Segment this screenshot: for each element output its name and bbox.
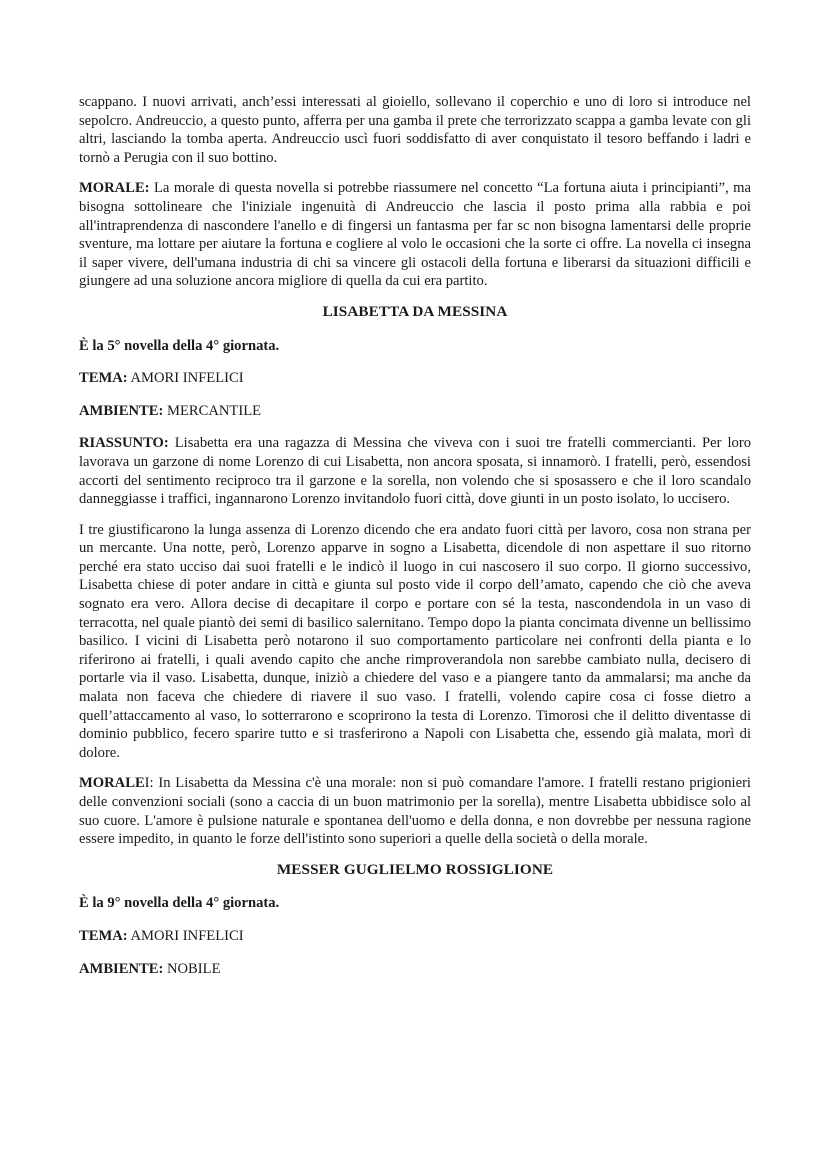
- ambiente-line-2: [79, 960, 751, 979]
- story-text: I tre giustificarono la lunga assenza di Lorenzo dicendo che era andato fuori città per lavoro, cosa non strana per un mercante. Una notte, però, Lorenzo apparve in sogno a Lisabetta, dicendole di non aspettare il suo ritorno perché era stato ucciso dai suoi fratelli e le indicò il luogo in cui nascosero il suo corpo. Il giorno successivo, Lisabetta chiese di poter andare in città e giunta sul posto vide il corpo dell’amato, capendo che ciò che aveva sognato era vero. Allora decise di decapitare il corpo e portare con sé la testa, nascondendola in un vaso di terracotta, nel quale piantò dei semi di basilico salernitano. Tempo dopo la pianta concimata divenne un bellissimo basilico. I vicini di Lisabetta però notarono il suo comportamento particolare nei confronti della pianta e lo riferirono ai fratelli, i quali avendo capito che anche rimproverandola non sarebbe cambiato nulla, decisero di portarle via il vaso. Lisabetta, dunque, iniziò a chiedere del vaso e a piangere tanto da ammalarsi; ma anche da malata non faceva che chiedere di riavere il suo vaso. I fratelli, volendo capire cosa ci fosse dietro a quell’attaccamento al vaso, lo sotterrarono e scoprirono la testa di Lorenzo. Timorosi che il delitto diventasse di dominio pubblico, fecero sparire tutto e si trasferirono a Napoli con Lisabetta che, essendo già malata, morì di dolore.: [79, 521, 751, 761]
- morale-label-lisabetta: MORALE: [79, 775, 145, 792]
- ambiente-label-2: AMBIENTE:: [79, 960, 164, 977]
- tema-label: TEMA:: [79, 370, 128, 387]
- document-page: [79, 93, 751, 992]
- story-paragraph: [79, 521, 751, 763]
- tema-line: [79, 369, 751, 388]
- tema-value: AMORI INFELICI: [127, 370, 244, 387]
- riassunto-paragraph: [79, 434, 751, 508]
- riassunto-text: Lisabetta era una ragazza di Messina che viveva con i suoi tre fratelli commercianti. Per loro lavorava un garzone di nome Lorenzo di cui Lisabetta, non ancora sposata, si innamorò. I fratelli, però, essendosi accorti del sentimento reciproco tra il garzone e la sorella, non volendo che si sposassero e che il loro scandalo danneggiasse i traffici, ingannarono Lorenzo invitandolo fuori città, dove giunti in un posto isolato, lo uccisero.: [79, 435, 751, 508]
- morale-paragraph-lisabetta: [79, 774, 751, 848]
- tema-label-2: TEMA:: [79, 927, 128, 944]
- morale-text-lisabetta: I: In Lisabetta da Messina c'è una morale: non si può comandare l'amore. I fratelli restano prigionieri delle convenzioni sociali (sono a caccia di un buon matrimonio per la sorella), mentre Lisabetta ubbidisce solo al suo cuore. L'amore è pulsione naturale e spontanea dell'uomo e della donna, e non dovrebbe per nessuna ragione essere impedito, in quanto le forze dell'istinto sono superiori a quelle della società o della morale.: [79, 775, 751, 848]
- intro-text: scappano. I nuovi arrivati, anch’essi interessati al gioiello, sollevano il coperchio e uno di loro si introduce nel sepolcro. Andreuccio, a questo punto, afferra per una gamba il prete che terrorizzato scappa a gamba levate con gli altri, lasciando la tomba aperta. Andreuccio uscì fuori soddisfatto di aver conquistato il tesoro beffando i ladri e tornò a Perugia con il suo bottino.: [79, 94, 751, 166]
- tema-line-2: [79, 927, 751, 946]
- section-title-lisabetta: LISABETTA DA MESSINA: [322, 302, 508, 320]
- ambiente-value: MERCANTILE: [163, 402, 262, 419]
- section-title-guglielmo: MESSER GUGLIELMO ROSSIGLIONE: [276, 860, 554, 878]
- ambiente-value-2: NOBILE: [163, 960, 221, 977]
- ambiente-label: AMBIENTE:: [79, 402, 164, 419]
- novella-text: È la 5° novella della 4° giornata.: [79, 337, 280, 354]
- ambiente-line: [79, 402, 751, 421]
- novella-line-2: [79, 894, 751, 913]
- intro-paragraph: [79, 93, 751, 167]
- tema-value-2: AMORI INFELICI: [127, 927, 244, 944]
- morale-text: La morale di questa novella si potrebbe riassumere nel concetto “La fortuna aiuta i principianti”, ma bisogna sottolineare che l'iniziale ingenuità di Andreuccio che lascia il posto prima alla rabbia e poi all'intraprendenza di nascondere l'anello e di fingersi un fantasma per far sc non bisogna lamentarsi delle proprie sventure, ma lottare per aiutare la fortuna e cogliere al volo le occasioni che la sorte ci offre. La novella ci insegna il saper vivere, dell'umana industria di chi sa vincere gli ostacoli della fortuna e liberarsi da situazioni difficili e giungere ad una soluzione ancora migliore di quella da cui era partito.: [79, 180, 751, 290]
- morale-label: MORALE:: [79, 180, 150, 197]
- novella-line: [79, 337, 751, 356]
- riassunto-label: RIASSUNTO:: [79, 435, 169, 452]
- morale-paragraph: [79, 179, 751, 291]
- novella-text-2: È la 9° novella della 4° giornata.: [79, 895, 280, 912]
